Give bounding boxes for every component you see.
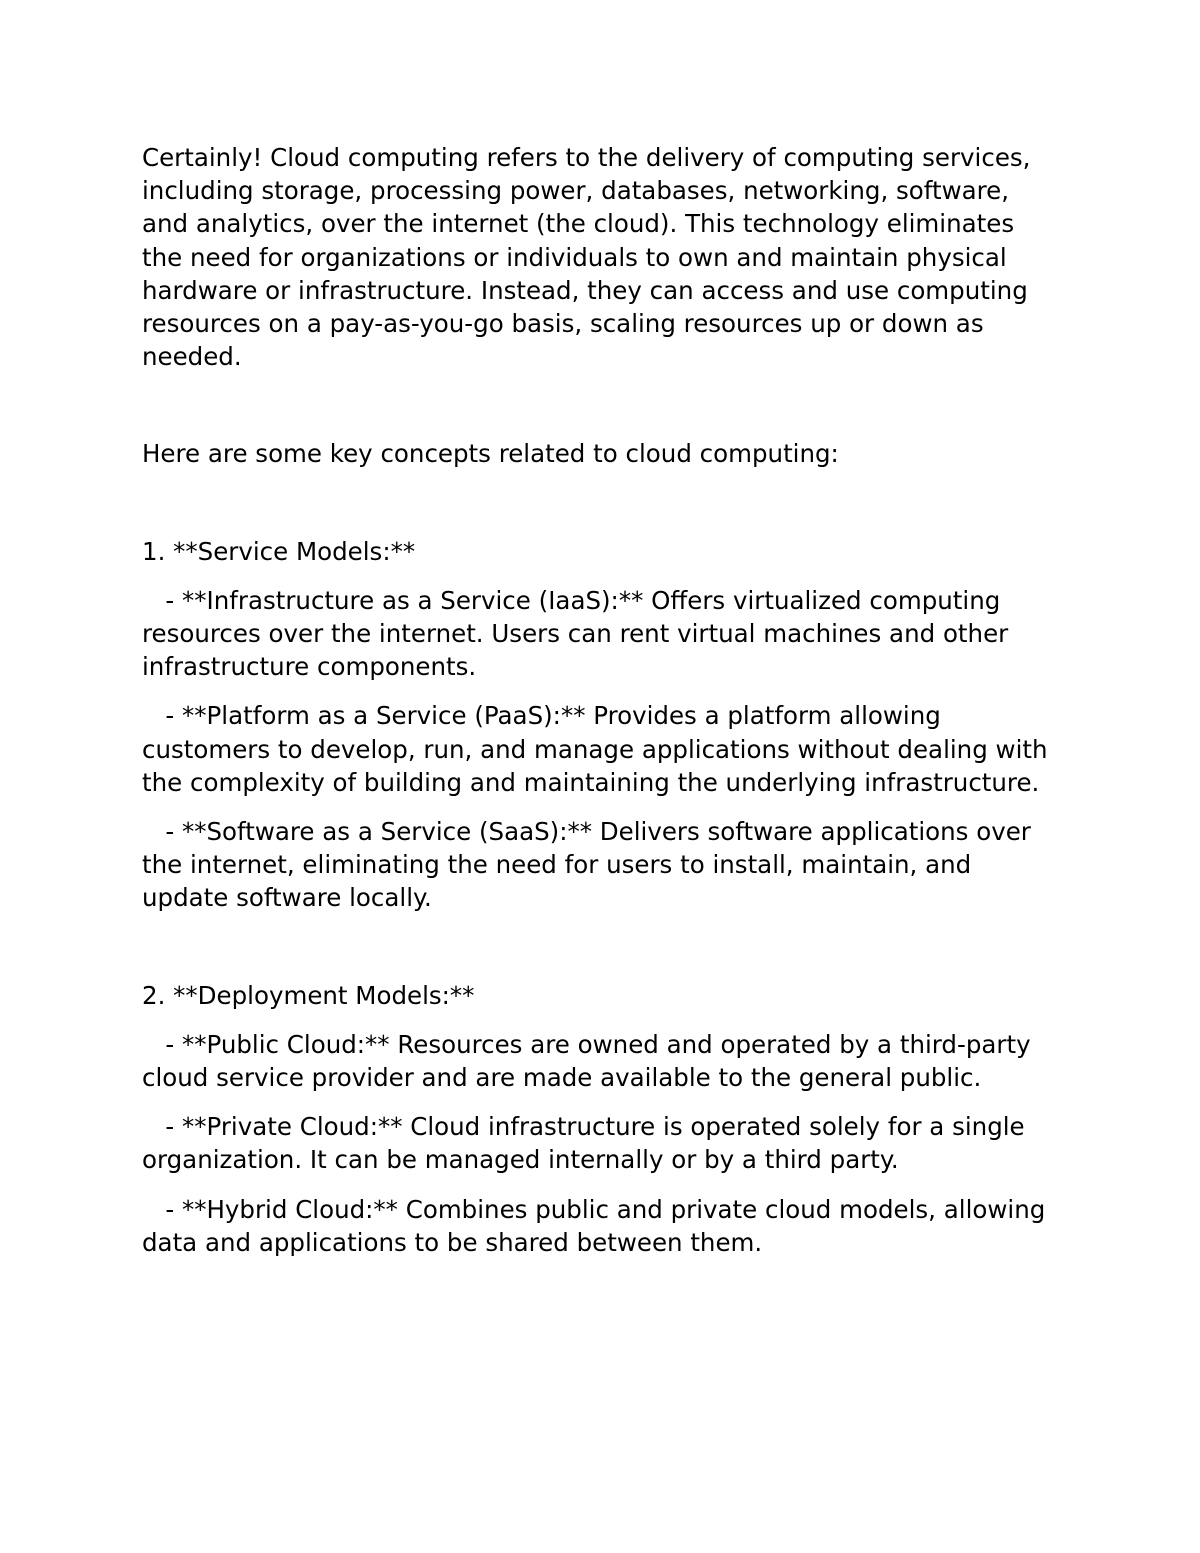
- list-item-public-cloud: - **Public Cloud:** Resources are owned and operated by a third-party cloud service provider and are made available to the general public.: [142, 1029, 1039, 1093]
- lead-paragraph: Here are some key concepts related to cloud computing:: [142, 439, 839, 469]
- list-item-private-cloud: - **Private Cloud:** Cloud infrastructure is operated solely for a single organization. It can be managed internally or by a third party.: [142, 1112, 1033, 1175]
- intro-paragraph: Certainly! Cloud computing refers to the delivery of computing services, including storage, processing power, databases, networking, software, and analytics, over the internet (the cloud). This technology eliminates the need for organizations or individuals to own and maintain physical hardware or infrastructure. Instead, they can access and use computing resources on a pay-as-you-go basis, scaling resources up or down as needed.: [142, 143, 1039, 372]
- list-item-iaas: - **Infrastructure as a Service (IaaS):** Offers virtualized computing resources over the internet. Users can rent virtual machines and other infrastructure components.: [142, 585, 1017, 682]
- section-heading-deployment-models: 2. **Deployment Models:**: [142, 980, 475, 1010]
- document-page: [142, 141, 1062, 1275]
- list-item-hybrid-cloud: - **Hybrid Cloud:** Combines public and private cloud models, allowing data and applications to be shared between them.: [142, 1194, 1054, 1257]
- list-item-paas: - **Platform as a Service (PaaS):** Provides a platform allowing customers to develop, run, and manage applications without dealing with the complexity of building and maintaining the underlying infrastructure.: [142, 701, 1056, 797]
- section-heading-service-models: 1. **Service Models:**: [142, 536, 416, 566]
- list-item-saas: - **Software as a Service (SaaS):** Delivers software applications over the internet, eliminating the need for users to install, maintain, and update software locally.: [142, 817, 1039, 913]
